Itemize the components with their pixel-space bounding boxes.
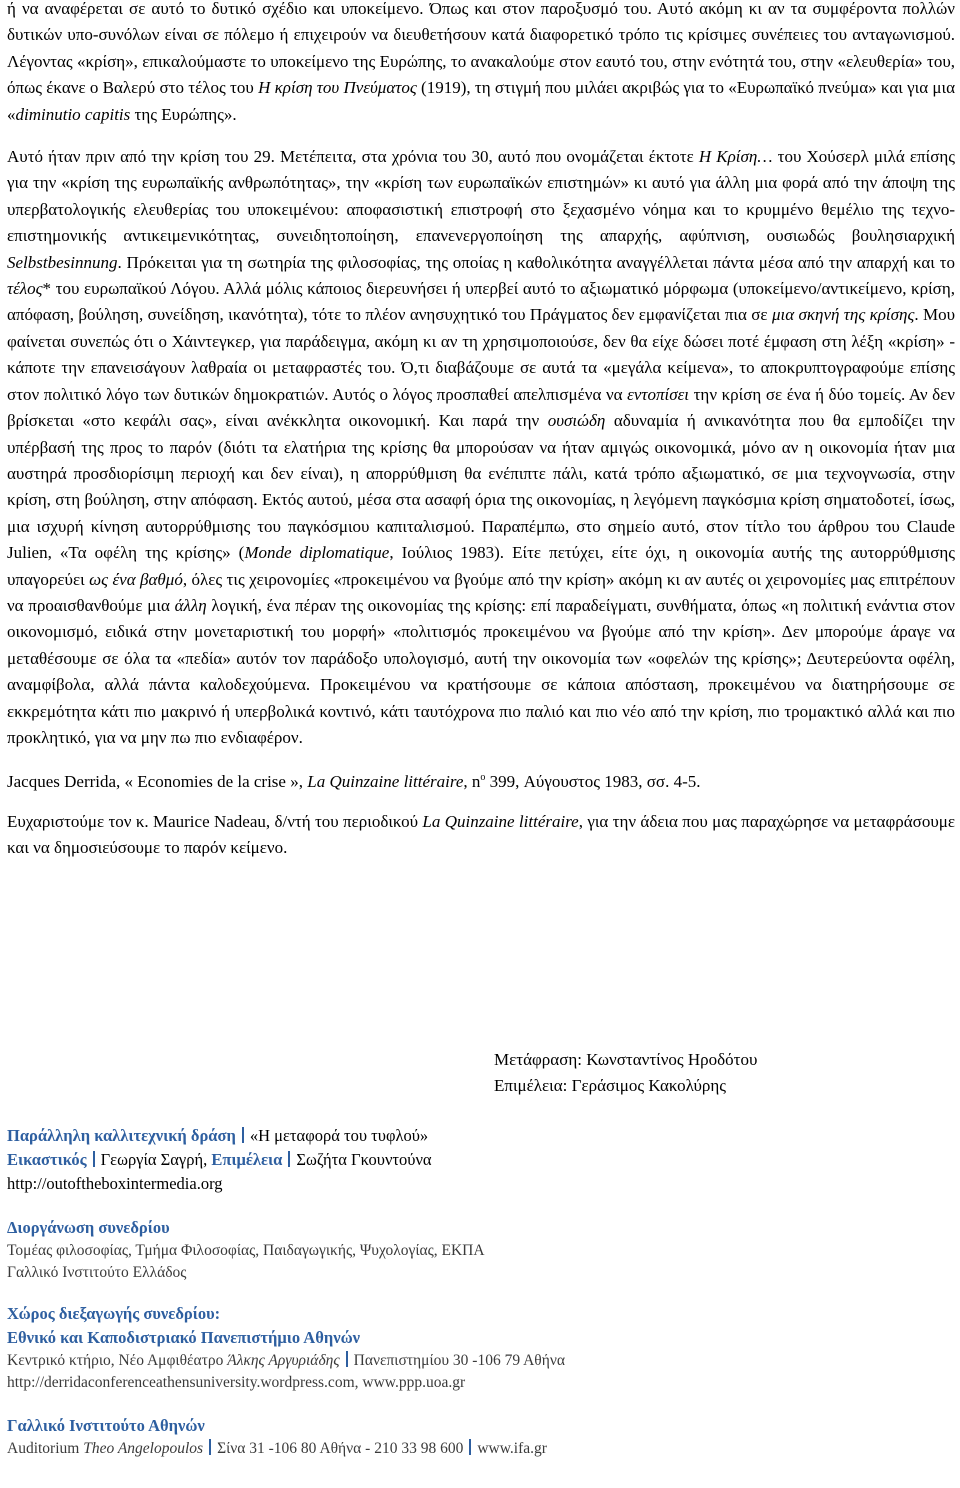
venue-building: Κεντρικό κτήριο, Νέο Αμφιθέατρο bbox=[7, 1352, 228, 1369]
reference-author: Jacques Derrida, « Economies de la crise », bbox=[7, 772, 308, 792]
source-reference bbox=[7, 769, 955, 795]
separator-bar bbox=[346, 1351, 348, 1367]
text-run: αδυναμία ή ανικανότητα που θα εμποδίζει την υπέρβασή της προς το παρόν (διότι τα ελατήρια της κρίσης θα μπορούσαν να ήταν αμιγώς οικονομικά, μόνο αν η οικονομία ήταν μια αυστηρά προσδιορίσιμη περιοχή και δεν είναι), η απορρύθμιση θα ενέπιπτε πάλι, κατά τρόπο αξιωματικό, σε μια τεχνογνωσία, στην κρίση, στη βούληση, στην απόφαση. Εκτός αυτού, μέσα στα ασαφή όρια της οικονομίας, η λεγόμενη παγκόσμια κρίση σηματοδοτεί, ίσως, μια ισχυρή κίνηση αυτορρύθμισης του παγκόσμιου καπιταλισμού. Παραπέμπω, στο σημείο αυτό, στον τίτλο του άρθρου του Claude Julien, «Τα οφέλη της κρίσης» ( bbox=[7, 411, 955, 563]
separator-bar bbox=[209, 1439, 211, 1455]
venue-address bbox=[7, 1350, 955, 1372]
venue-amphitheatre: Άλκης Αργυριάδης bbox=[227, 1352, 340, 1369]
institute-website[interactable]: www.ifa.gr bbox=[477, 1440, 547, 1457]
acknowledgement-journal: La Quinzaine littéraire bbox=[422, 812, 579, 832]
text-run: , όλες τις χειρονομίες «προκειμένου να βγούμε από την κρίση» ακόμη κι αν αυτές οι χειρονομίες μας επιτρέπουν να προαισθανθούμε μια bbox=[7, 569, 955, 615]
italic-run: Selbstbesinnung bbox=[7, 252, 118, 272]
translation-credit: Μετάφραση: Κωνσταντίνος Ηροδότου bbox=[494, 1050, 758, 1069]
separator-bar bbox=[242, 1127, 244, 1143]
body-paragraph-2 bbox=[7, 144, 955, 751]
institute-auditorium-name: Theo Angelopoulos bbox=[83, 1440, 204, 1457]
curator-name: Σωζήτα Γκουντούνα bbox=[296, 1150, 432, 1169]
italic-run: άλλη bbox=[174, 595, 207, 615]
parallel-action-label: Παράλληλη καλλιτεχνική δράση bbox=[7, 1126, 236, 1145]
text-run: , Ιούλιος 1983). Είτε πετύχει, είτε όχι, η οικονομία αυτής της αυτορρύθμισης υπαγορεύει bbox=[7, 543, 955, 589]
institute-auditorium: Auditorium bbox=[7, 1440, 84, 1457]
curator-label: Επιμέλεια bbox=[211, 1150, 283, 1169]
text-run: Αυτό ήταν πριν από την κρίση του 29. Μετέπειτα, στα χρόνια του 30, αυτό που ονομάζεται έκτοτε bbox=[7, 147, 699, 167]
text-run: . Πρόκειται για τη σωτηρία της φιλοσοφίας, της οποίας η καθολικότητα αναγγέλλεται πάντα μέσα από την απαρχή και το bbox=[117, 252, 955, 272]
text-run: * του ευρωπαϊκού Λόγου. Αλλά μόλις κάποιος διερευνήσει ή υπερβεί αυτό το αξιωματικό μόρφωμα (υποκείμενο/αντικείμενο, κρίση, απόφαση, βούληση, συνείδηση, ικανότητα), τότε το πλέον ανησυχητικό του Πράγματος δεν εμφανίζεται πια σε bbox=[7, 279, 955, 325]
acknowledgement bbox=[7, 809, 955, 861]
editing-credit: Επιμέλεια: Γεράσιμος Κακολύρης bbox=[494, 1076, 727, 1095]
acknowledgement-text-2: , για την άδεια που μας παραχώρησε να μεταφράσουμε και να δημοσιεύσουμε το παρόν κείμενο. bbox=[7, 812, 955, 858]
italic-run: Η κρίση του Πνεύματος bbox=[258, 78, 417, 98]
text-run: ή να αναφέρεται σε αυτό το δυτικό σχέδιο και υποκείμενο. Όπως και στον παροξυσμό του. Αυτό ακόμη κι αν τα συμφέροντα πολλών δυτικών υπο-συνόλων είναι σε πόλεμο ή επιχειρούν να διευθετήσουν κατά διαφορετικό τρόπο τις κρίσιμες συνέπειες του ανταγωνισμού. Λέγοντας «κρίση», επικαλούμαστε το υποκείμενο της Ευρώπης, το ανακαλούμε στον εαυτό του, στην ενότητά του, στην «ελευθερία» του, όπως έκανε ο Βαλερύ στο τέλος του bbox=[7, 0, 955, 98]
organizer-1: Τομέας φιλοσοφίας, Τμήμα Φιλοσοφίας, Παιδαγωγικής, Ψυχολογίας, ΕΚΠΑ bbox=[7, 1242, 485, 1259]
institute-street-phone: Σίνα 31 -106 80 Αθήνα - 210 33 98 600 bbox=[217, 1440, 464, 1457]
italic-run: Η Κρίση… bbox=[698, 147, 773, 167]
parallel-action-title: «Η μεταφορά του τυφλού» bbox=[249, 1126, 429, 1145]
separator-bar bbox=[288, 1151, 290, 1167]
text-run: την κρίση σε ένα ή δύο τομείς. Αν δεν βρίσκεται «στο κεφάλι σας», είναι ανέκκλητα οικονομική. Και παρά την bbox=[7, 384, 955, 431]
venue-university: Εθνικό και Καποδιστριακό Πανεπιστήμιο Αθηνών bbox=[7, 1328, 361, 1347]
reference-journal: La Quinzaine littéraire bbox=[307, 772, 464, 792]
italic-run: ως ένα βαθμό bbox=[89, 569, 183, 589]
text-run: (1919), τη στιγμή που μιλάει ακριβώς για το «Ευρωπαϊκό πνεύμα» και για μια « bbox=[7, 78, 955, 124]
reference-issue-details: 399, Αύγουστος 1983, σσ. 4-5. bbox=[485, 772, 701, 792]
venue-heading: Χώρος διεξαγωγής συνεδρίου: bbox=[7, 1304, 221, 1323]
visual-artist-name: Γεωργία Σαγρή, bbox=[100, 1150, 212, 1169]
visual-artist-label: Εικαστικός bbox=[7, 1150, 87, 1169]
italic-run: μια σκηνή της κρίσης bbox=[771, 305, 915, 325]
credits-block bbox=[494, 1047, 954, 1099]
venue-websites[interactable]: http://derridaconferenceathensuniversity.wordpress.com, www.ppp.uoa.gr bbox=[7, 1374, 466, 1391]
italic-run: εντοπίσει bbox=[627, 384, 690, 404]
separator-bar bbox=[469, 1439, 471, 1455]
document-page bbox=[7, 0, 955, 861]
acknowledgement-text-1: Ευχαριστούμε τον κ. Maurice Nadeau, δ/ντή του περιοδικού bbox=[7, 812, 423, 832]
text-run: . Μου φαίνεται συνεπώς ότι ο Χάιντεγκερ, για παράδειγμα, ακόμη κι αν τη χρησιμοποιούσε, δεν θα είχε δώσει ποτέ έμφαση στη λέξη «κρίση» - κάποτε την επανεισάγουν λαθραία οι μεταφραστές του. Ό,τι διαβάζουμε σε αυτά τα «μεγάλα κείμενα», το αποκρυπτογραφούμε επίσης στον πολιτικό λόγο των δυτικών δημοκρατιών. Αυτός ο λόγος προσπαθεί απελπισμένα να bbox=[7, 305, 955, 404]
italic-run: ουσιώδη bbox=[547, 411, 606, 431]
venue-street: Πανεπιστημίου 30 -106 79 Αθήνα bbox=[353, 1352, 565, 1369]
parallel-action-line bbox=[7, 1124, 955, 1148]
text-run: του Χούσερλ μιλά επίσης για την «κρίση της ευρωπαϊκής ανθρωπότητας», την «κρίση των ευρωπαϊκών επιστημών» κι αυτό για άλλη μια φορά από την άποψη της υπερβατολογικής ελευθερίας του υποκειμένου: αποφασιστική επιστροφή στο ξεχασμένο νόημα και το κρυμμένο θεμέλιο της τεχνο-επιστημονικής αντικειμενικότητας, συνειδητοποίηση, επανενεργοποίηση της απαρχής, αφύπνιση, ουσιωδώς βουλησιαρχική bbox=[7, 147, 955, 246]
italic-run: τέλος bbox=[7, 279, 43, 299]
italic-run: Monde diplomatique bbox=[244, 543, 390, 563]
visual-artist-line bbox=[7, 1148, 955, 1172]
body-paragraph-1 bbox=[7, 0, 955, 128]
text-run: της Ευρώπης». bbox=[130, 104, 237, 124]
reference-number-sup: o bbox=[480, 772, 486, 784]
reference-number-prefix: , n bbox=[463, 772, 481, 792]
artist-website-link[interactable]: http://outoftheboxintermedia.org bbox=[7, 1174, 223, 1193]
italic-run: diminutio capitis bbox=[15, 104, 131, 124]
organizer-2: Γαλλικό Ινστιτούτο Ελλάδος bbox=[7, 1264, 187, 1281]
text-run: λογική, ένα πέραν της οικονομίας της κρίσης: επί παραδείγματι, συνθήματα, όπως «η πολιτική ενάντια στον οικονομισμό, ειδικά στην μονεταριστική του μορφή» «πολιτισμός προκειμένου να βγούμε από την κρίση». Δεν μπορούμε άραγε να μεταθέσουμε σε όλα τα «πεδία» αυτόν τον παράδοξο υπολογισμό, αυτή την οικονομία των «οφελών της κρίσης»; Δευτερεύοντα οφέλη, αναμφίβολα, αλλά πάντα καλοδεχούμενα. Προκειμένου να κρατήσουμε σε κάποια απόσταση, προκειμένου να διατηρήσουμε σε εκκρεμότητα κάτι πιο μακρινό ή υπερβολικά κοντινό, κάτι ταυτόχρονα πιο παλιό και πιο νέο από την κρίση, πιο τρομακτικό αλλά και πιο προκλητικό, για να μην πω πιο ενδιαφέρον. bbox=[7, 595, 955, 747]
organization-heading: Διοργάνωση συνεδρίου bbox=[7, 1218, 170, 1237]
separator-bar bbox=[93, 1151, 95, 1167]
institute-address bbox=[7, 1438, 955, 1460]
event-info bbox=[7, 1124, 955, 1460]
institute-heading: Γαλλικό Ινστιτούτο Αθηνών bbox=[7, 1416, 205, 1435]
